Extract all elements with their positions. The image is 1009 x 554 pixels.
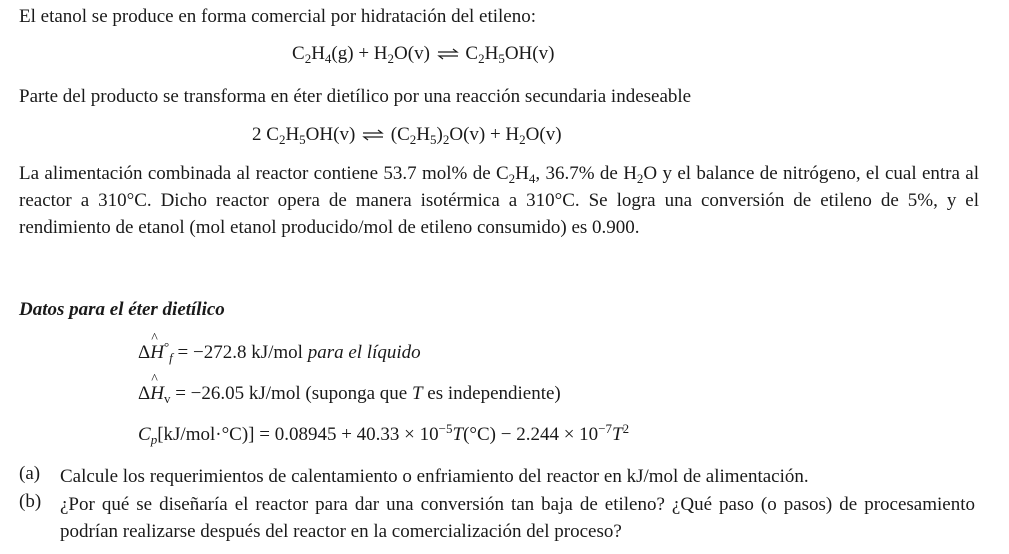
reaction-1-reactants: $C_2H_4(g) + H_2O(v)$ [292,43,430,66]
question-a-text: Calcule los requerimientos de calentamiento o enfriamiento del reactor en kJ/mol de alimentación. [60,466,809,487]
question-b-text: ¿Por qué se diseñaría el reactor para dar una conversión tan baja de etileno? ¿Qué paso (o pasos) de procesamiento podrían realizarse después del reactor en la comercialización del proceso? [60,494,975,542]
data-heading: Datos para el éter dietílico [19,299,225,320]
reaction-2-reactants: 2 $C_2H_5OH(v)$ [252,124,356,147]
feed-paragraph: La alimentación combinada al reactor contiene 53.7 mol% de $C_2H_4$, 36.7% de $H_2O$ y el balance de nitrógeno, el cual entra al reactor a 310°C. Dicho reactor opera de manera isotérmica a 310°C. Se logra una conversión de etileno de 5%, y el rendimiento de etanol (mol etanol producido/mol de etileno consumido) es 0.900. [19,163,979,238]
reaction-1-equation [292,42,554,66]
reaction-1-products: $C_2H_5OH(v)$ [465,43,555,66]
question-b-label: (b) [19,491,42,512]
vaporization-enthalpy-line: Δ^ $H_v = -26.05$ kJ/mol (suponga que T es independiente) [138,382,561,406]
formation-enthalpy-line: Δ^ $H^\circ_f = -272.8$ kJ/mol para el líquido [138,341,421,365]
equilibrium-arrow-icon [435,42,461,66]
equilibrium-arrow-icon [360,123,386,147]
delta-h-vaporization-symbol: Δ^ $H_v$ [138,383,170,404]
intro-text: El etanol se produce en forma comercial por hidratación del etileno: [19,6,537,27]
heat-capacity-line: $C_p[kJ/mol\cdot^\circ C)] = 0.08945 + 40.33 \times 10^{-5}T(^\circ C) - 2.244 \times 10^{-7}T^2$ [138,421,630,447]
side-reaction-text: Parte del producto se transforma en éter dietílico por una reacción secundaria indeseable [19,86,692,107]
question-a-label: (a) [19,463,41,484]
reaction-2-equation [252,123,562,147]
delta-h-formation-symbol: Δ^ $H^\circ_f$ [138,342,173,363]
reaction-2-products: $(C_2H_5)_2O(v) + H_2O(v)$ [390,124,562,147]
